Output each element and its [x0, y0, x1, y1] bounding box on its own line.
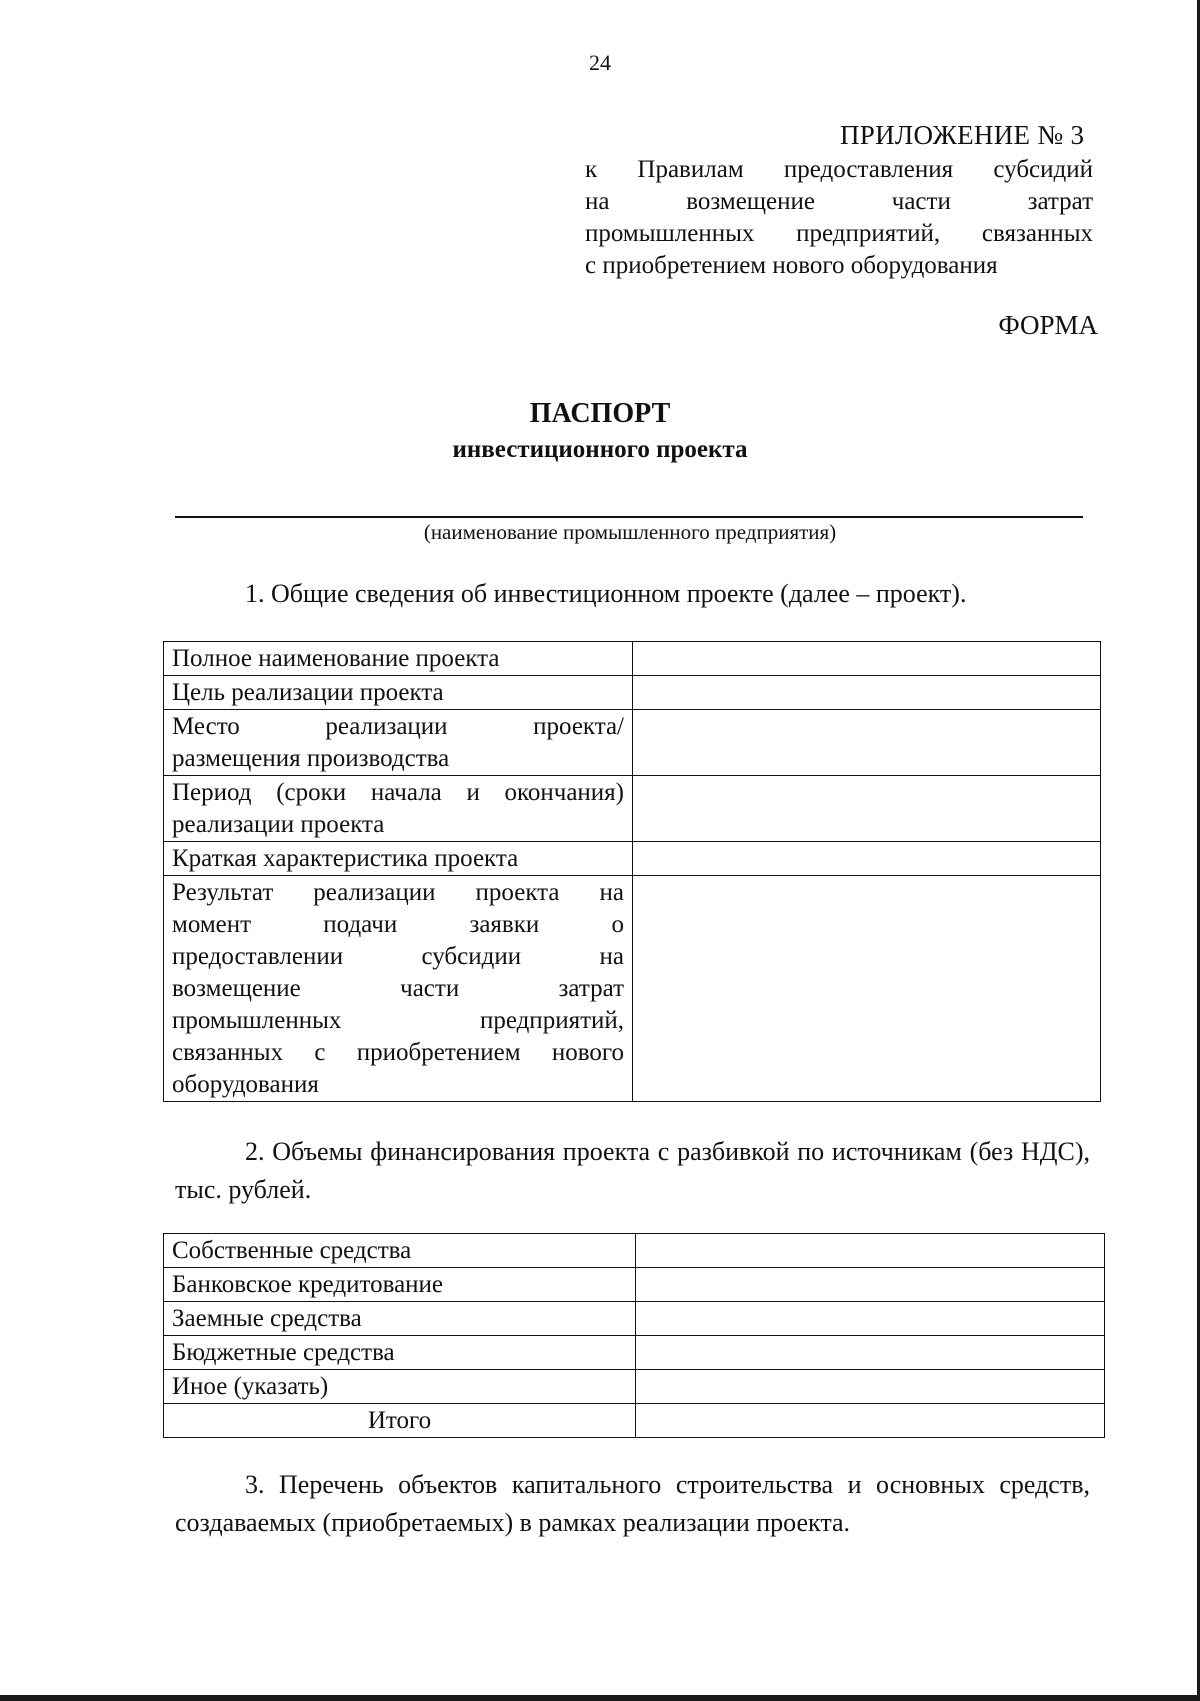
total-label: Итого	[164, 1404, 636, 1438]
row-value-cell[interactable]	[633, 676, 1101, 710]
row-label	[164, 642, 633, 676]
table-row	[164, 842, 1101, 876]
row-label	[164, 842, 633, 876]
table-row	[164, 1268, 1105, 1302]
row-label	[164, 710, 633, 776]
total-value-cell[interactable]	[636, 1404, 1105, 1438]
row-label-line: оборудования	[172, 1071, 319, 1098]
table-row	[164, 642, 1101, 676]
table-row	[164, 1234, 1105, 1268]
row-value-cell[interactable]	[636, 1370, 1105, 1404]
row-label-line: связанных с приобретением нового	[172, 1039, 624, 1066]
form-label: ФОРМА	[998, 310, 1098, 340]
section-2-heading: 2. Объемы финансирования проекта с разбивкой по источникам (без НДС), тыс. рублей.	[175, 1137, 1090, 1204]
appendix-line: с приобретением нового оборудования	[585, 252, 998, 279]
row-value-cell[interactable]	[636, 1234, 1105, 1268]
row-label: Заемные средства	[164, 1302, 636, 1336]
financing-table	[163, 1233, 1105, 1438]
row-value-cell[interactable]	[636, 1268, 1105, 1302]
row-value-cell[interactable]	[633, 710, 1101, 776]
table-row-total	[164, 1404, 1105, 1438]
appendix-line: промышленных предприятий, связанных	[585, 220, 1093, 247]
organization-name-caption: (наименование промышленного предприятия)	[423, 520, 837, 544]
row-value-cell[interactable]	[636, 1336, 1105, 1370]
table-row	[164, 1370, 1105, 1404]
row-label-line: Краткая характеристика проекта	[172, 845, 519, 872]
general-info-table	[163, 641, 1101, 1102]
organization-name-line	[175, 516, 1083, 518]
row-label-line: Полное наименование проекта	[172, 645, 500, 672]
section-3-heading: 3. Перечень объектов капитального строительства и основных средств, создаваемых (приобретаемых) в рамках реализации проекта.	[175, 1470, 1090, 1537]
row-label: Бюджетные средства	[164, 1336, 636, 1370]
appendix-title: ПРИЛОЖЕНИЕ № 3	[840, 120, 1085, 150]
document-subtitle: инвестиционного проекта	[452, 436, 748, 463]
table-row	[164, 1302, 1105, 1336]
row-label	[164, 676, 633, 710]
row-value-cell[interactable]	[636, 1302, 1105, 1336]
row-label: Собственные средства	[164, 1234, 636, 1268]
table-row	[164, 876, 1101, 1102]
scan-edge-bottom	[0, 1695, 1200, 1701]
row-label-line: промышленных предприятий,	[172, 1007, 624, 1034]
row-label	[164, 776, 633, 842]
row-value-cell[interactable]	[633, 642, 1101, 676]
row-label: Банковское кредитование	[164, 1268, 636, 1302]
row-label-line: размещения производства	[172, 745, 450, 772]
appendix-line: к Правилам предоставления субсидий	[585, 156, 1093, 183]
page-number: 24	[589, 50, 611, 75]
row-label-line: предоставлении субсидии на	[172, 943, 624, 970]
appendix-body	[585, 154, 1093, 282]
table-row	[164, 710, 1101, 776]
row-value-cell[interactable]	[633, 842, 1101, 876]
row-value-cell[interactable]	[633, 876, 1101, 1102]
row-value-cell[interactable]	[633, 776, 1101, 842]
row-label: Иное (указать)	[164, 1370, 636, 1404]
document-title: ПАСПОРТ	[529, 398, 671, 429]
table-row	[164, 676, 1101, 710]
row-label-line: Место реализации проекта/	[172, 713, 624, 740]
row-label-line: Цель реализации проекта	[172, 679, 444, 706]
row-label	[164, 876, 633, 1102]
row-label-line: реализации проекта	[172, 811, 385, 838]
row-label-line: Период (сроки начала и окончания)	[172, 779, 624, 806]
table-row	[164, 1336, 1105, 1370]
row-label-line: возмещение части затрат	[172, 975, 624, 1002]
table-row	[164, 776, 1101, 842]
appendix-line: на возмещение части затрат	[585, 188, 1093, 215]
row-label-line: Результат реализации проекта на	[172, 879, 624, 906]
row-label-line: момент подачи заявки о	[172, 911, 624, 938]
section-1-heading: 1. Общие сведения об инвестиционном проекте (далее – проект).	[245, 579, 967, 608]
